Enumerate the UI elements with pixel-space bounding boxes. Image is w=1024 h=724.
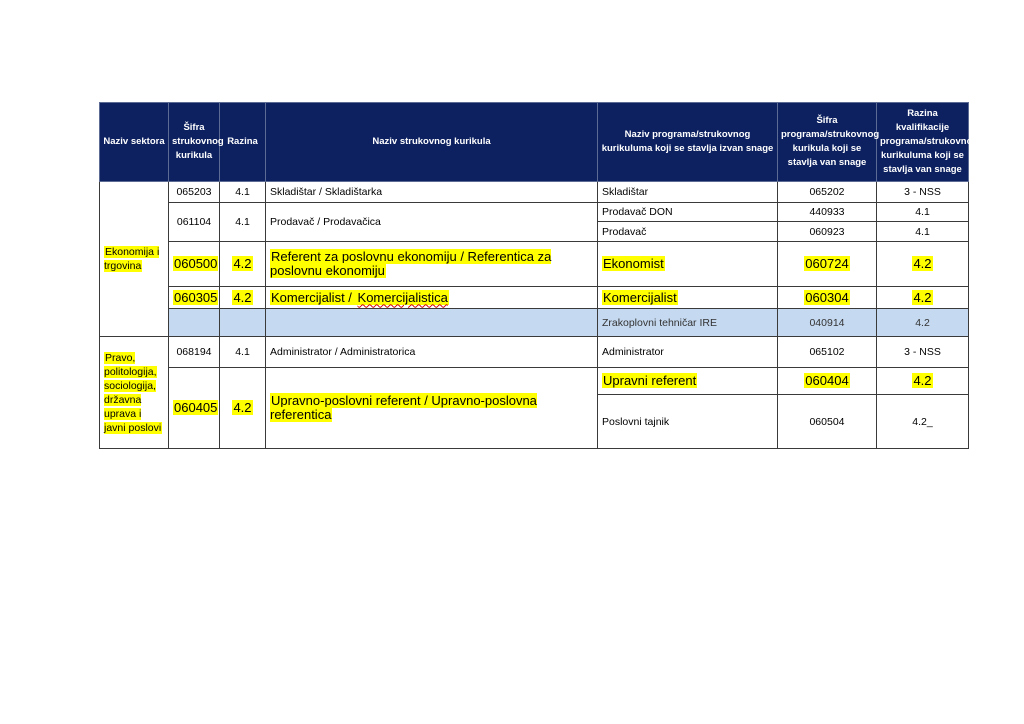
qualification-level-cell: 4.1 bbox=[877, 203, 969, 222]
level-text: 4.2 bbox=[233, 256, 252, 271]
header-program: Naziv programa/strukovnog kurikuluma koji se stavlja izvan snage bbox=[598, 103, 778, 182]
code-cell bbox=[169, 309, 220, 337]
qualification-level-text: 4.2 bbox=[913, 256, 932, 271]
level-cell bbox=[220, 242, 266, 287]
program-cell: Poslovni tajnik bbox=[598, 395, 778, 449]
curriculum-name-cell bbox=[266, 242, 598, 287]
code-cell bbox=[169, 368, 220, 449]
header-level: Razina bbox=[220, 103, 266, 182]
level-cell: 4.1 bbox=[220, 337, 266, 368]
qualification-level-text: 4.2 bbox=[913, 373, 932, 388]
program-code-text: 060404 bbox=[805, 373, 849, 388]
program-code-cell: 060923 bbox=[778, 222, 877, 242]
level-text: 4.2 bbox=[233, 400, 252, 415]
program-code-cell bbox=[778, 368, 877, 395]
sector-name: Ekonomija i trgovina bbox=[104, 246, 160, 272]
level-cell bbox=[220, 287, 266, 309]
table-row bbox=[100, 203, 969, 222]
curriculum-name-cell bbox=[266, 368, 598, 449]
curriculum-name-cell: Administrator / Administratorica bbox=[266, 337, 598, 368]
qualification-level-cell: 4.2_ bbox=[877, 395, 969, 449]
level-text: 4.2 bbox=[233, 289, 252, 305]
qualification-level-cell: 3 - NSS bbox=[877, 337, 969, 368]
program-code-text: 060724 bbox=[805, 256, 849, 271]
program-cell: Zrakoplovni tehničar IRE bbox=[598, 309, 778, 337]
program-cell: Prodavač DON bbox=[598, 203, 778, 222]
qualification-level-cell: 4.1 bbox=[877, 222, 969, 242]
curriculum-name-text-a: Komercijalist / bbox=[271, 289, 356, 305]
program-cell: Administrator bbox=[598, 337, 778, 368]
program-text: Upravni referent bbox=[603, 373, 697, 388]
table-row bbox=[100, 287, 969, 309]
header-sector: Naziv sektora bbox=[100, 103, 169, 182]
level-cell: 4.1 bbox=[220, 182, 266, 203]
table-row bbox=[100, 309, 969, 337]
level-cell bbox=[220, 368, 266, 449]
curriculum-name-cell: Prodavač / Prodavačica bbox=[266, 203, 598, 242]
code-text: 060500 bbox=[174, 256, 218, 271]
code-cell bbox=[169, 242, 220, 287]
header-code-text: Šifra strukovnog kurikula bbox=[172, 122, 224, 161]
curriculum-name-cell bbox=[266, 309, 598, 337]
program-cell bbox=[598, 242, 778, 287]
qualification-level-cell: 4.2 bbox=[877, 309, 969, 337]
header-row bbox=[100, 103, 969, 182]
code-cell: 068194 bbox=[169, 337, 220, 368]
curriculum-name-cell bbox=[266, 287, 598, 309]
header-curriculum-name: Naziv strukovnog kurikula bbox=[266, 103, 598, 182]
sector-cell bbox=[100, 182, 169, 337]
program-code-cell bbox=[778, 242, 877, 287]
code-cell bbox=[169, 287, 220, 309]
sector-name: Pravo, politologija, sociologija, državna uprava i javni poslovi bbox=[104, 351, 162, 434]
table-row bbox=[100, 242, 969, 287]
code-cell: 065203 bbox=[169, 182, 220, 203]
level-cell bbox=[220, 309, 266, 337]
qualification-level-cell: 3 - NSS bbox=[877, 182, 969, 203]
curriculum-name-text: Upravno-poslovni referent / Upravno-poslovna referentica bbox=[270, 393, 537, 422]
program-code-cell bbox=[778, 287, 877, 309]
program-text: Komercijalist bbox=[603, 289, 677, 305]
code-text: 060305 bbox=[174, 289, 218, 305]
header-code bbox=[169, 103, 224, 182]
code-text: 060405 bbox=[174, 400, 218, 415]
program-code-cell: 060504 bbox=[778, 395, 877, 449]
qualification-level-cell bbox=[877, 242, 969, 287]
program-cell: Prodavač bbox=[598, 222, 778, 242]
program-text: Ekonomist bbox=[603, 256, 664, 271]
curriculum-name-cell: Skladištar / Skladištarka bbox=[266, 182, 598, 203]
curriculum-name-text-b: Komercijalistica bbox=[357, 289, 448, 305]
code-cell: 061104 bbox=[169, 203, 220, 242]
curriculum-table bbox=[99, 102, 979, 449]
program-code-cell: 065202 bbox=[778, 182, 877, 203]
qualification-level-cell bbox=[877, 368, 969, 395]
program-cell bbox=[598, 368, 778, 395]
table-row bbox=[100, 368, 969, 395]
table-row bbox=[100, 182, 969, 203]
qualification-level-text: 4.2 bbox=[913, 289, 932, 305]
program-code-cell: 065102 bbox=[778, 337, 877, 368]
table-row bbox=[100, 337, 969, 368]
qualification-level-cell bbox=[877, 287, 969, 309]
header-qualification-level: Razina kvalifikacije programa/strukovnog kurikuluma koji se stavlja van snage bbox=[877, 103, 969, 182]
program-code-text: 060304 bbox=[805, 289, 849, 305]
program-cell: Skladištar bbox=[598, 182, 778, 203]
sector-cell bbox=[100, 337, 169, 449]
program-code-cell: 040914 bbox=[778, 309, 877, 337]
header-program-code: Šifra programa/strukovnog kurikula koji se stavlja van snage bbox=[778, 103, 877, 182]
level-cell: 4.1 bbox=[220, 203, 266, 242]
program-cell bbox=[598, 287, 778, 309]
curriculum-name-text: Referent za poslovnu ekonomiju / Referentica za poslovnu ekonomiju bbox=[270, 249, 552, 278]
program-code-cell: 440933 bbox=[778, 203, 877, 222]
